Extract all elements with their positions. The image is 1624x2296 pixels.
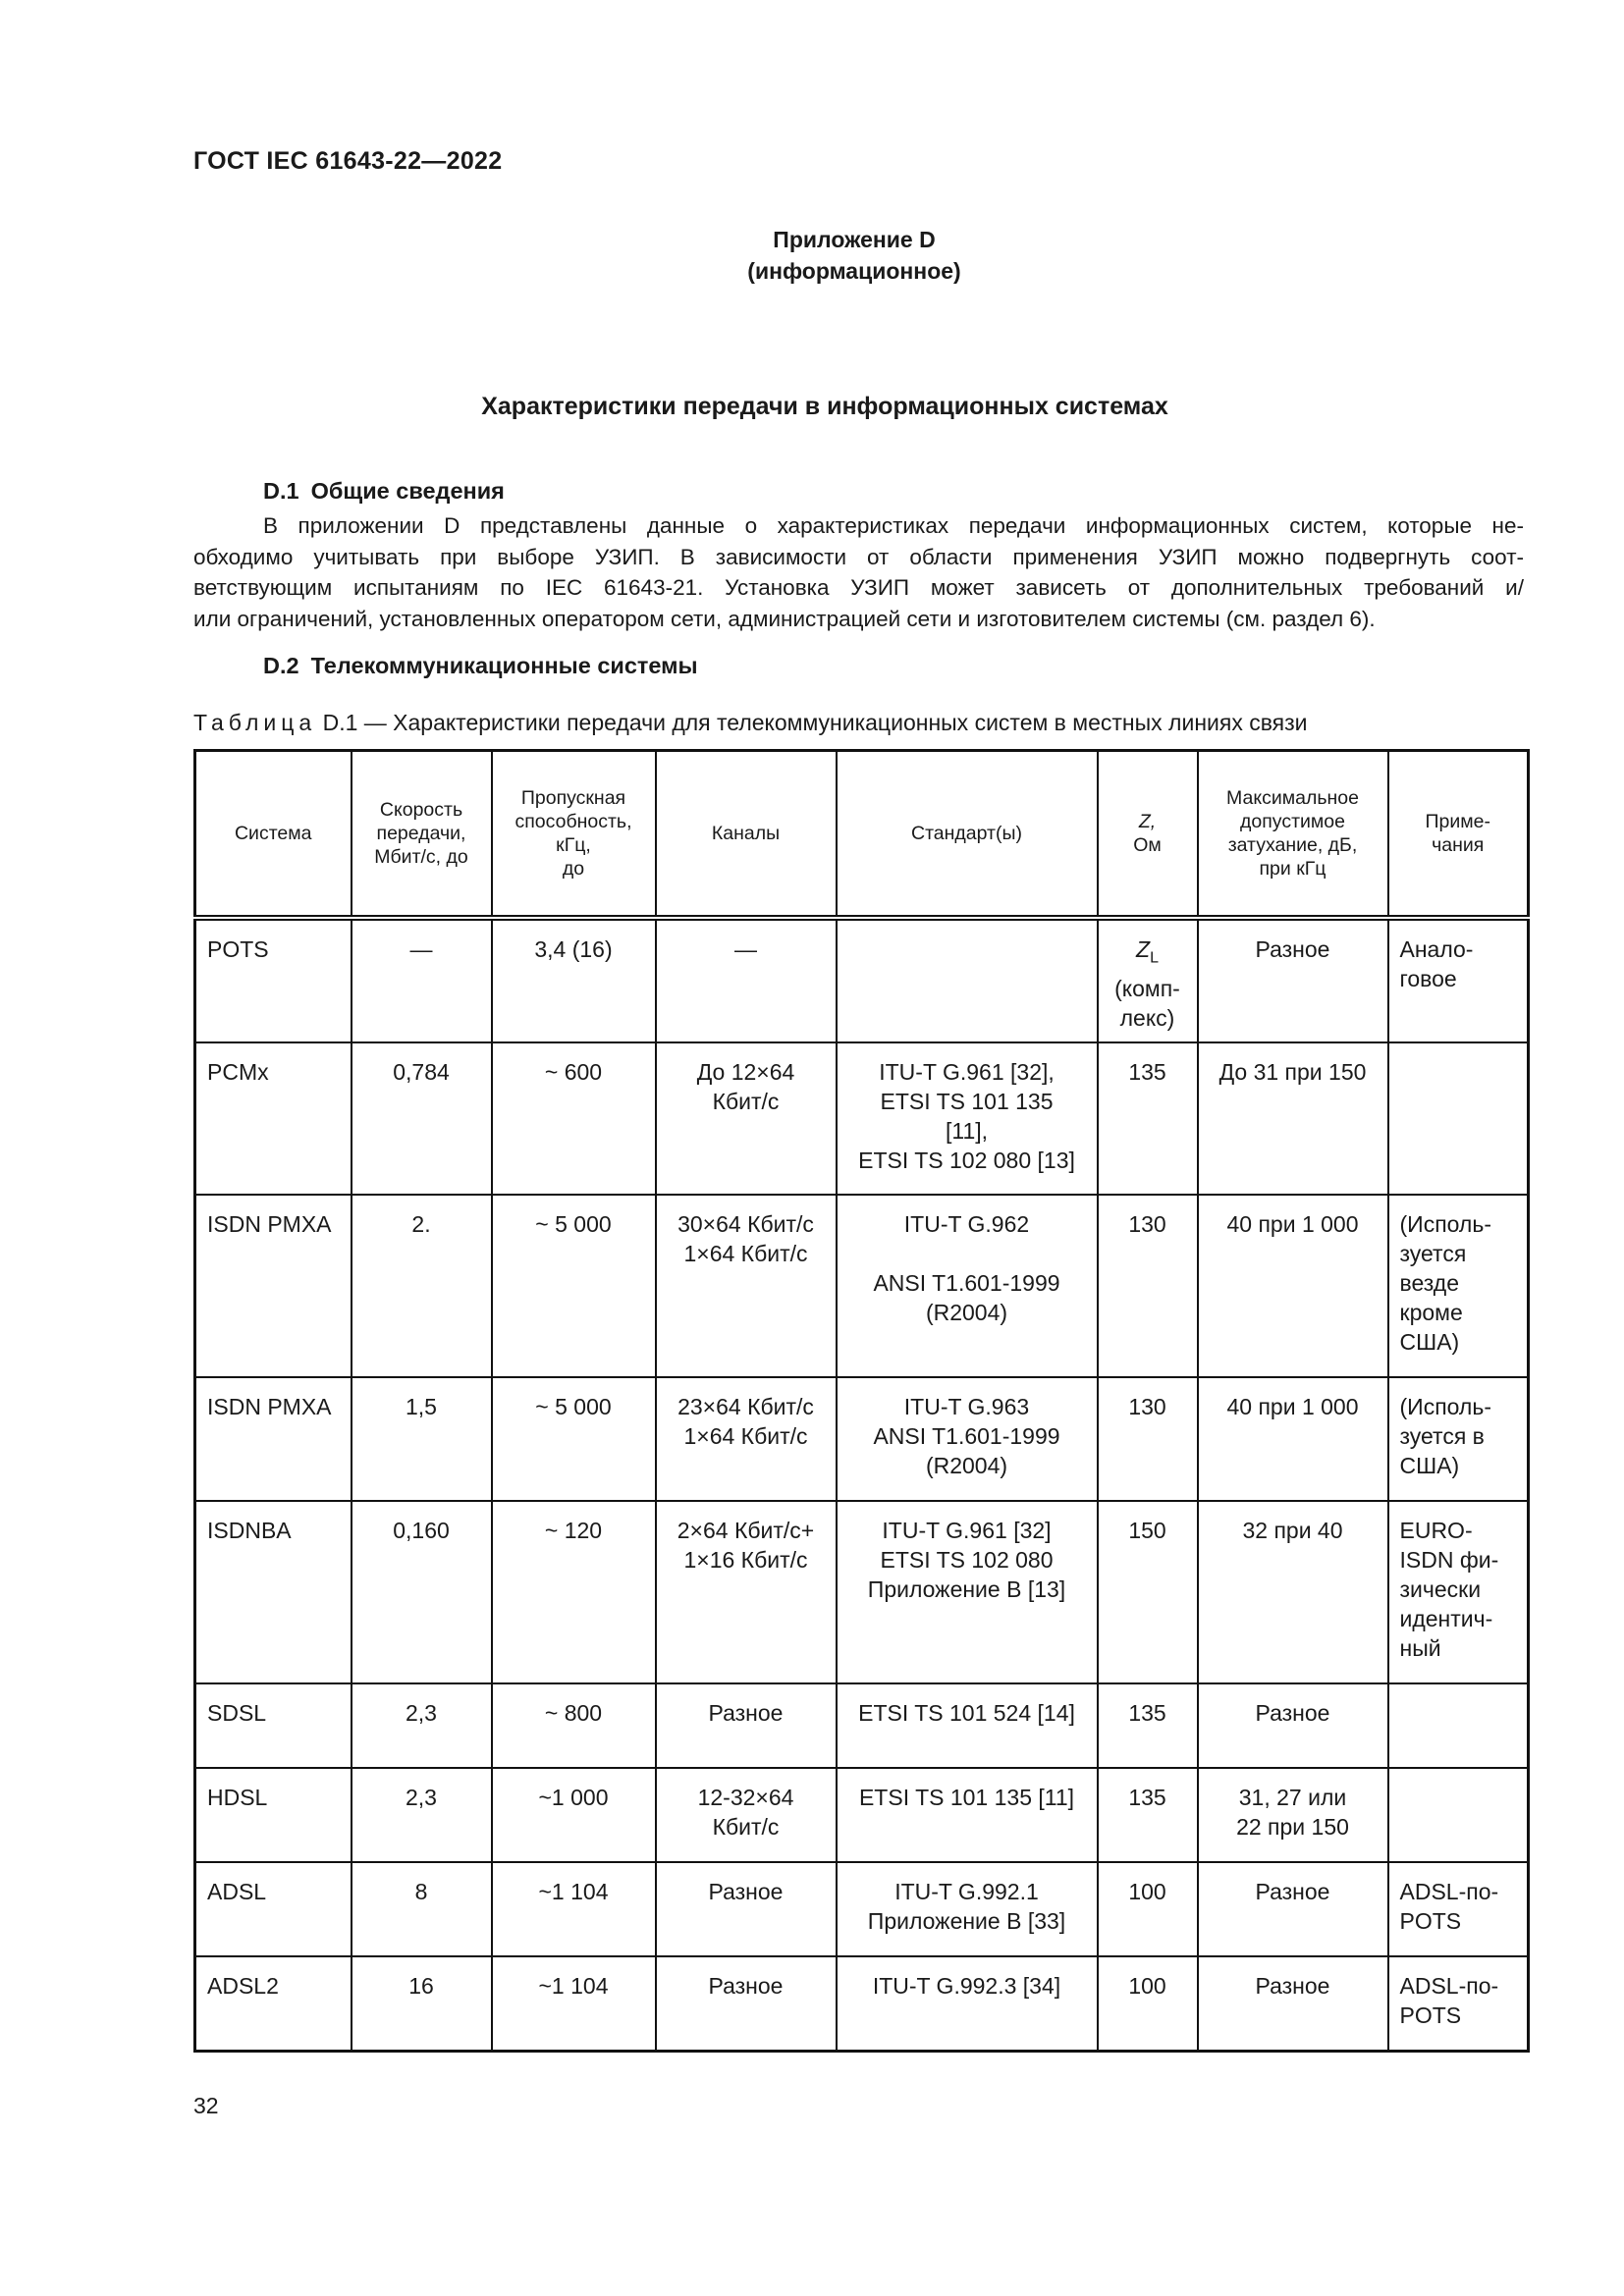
cell-channels: 2×64 Кбит/с+ 1×16 Кбит/с <box>656 1501 837 1683</box>
cell-notes: (Исполь- зуется в США) <box>1388 1377 1529 1501</box>
cell-channels: — <box>656 918 837 1042</box>
cell-notes: ADSL-по- POTS <box>1388 1862 1529 1956</box>
cell-impedance <box>1098 918 1198 1042</box>
cell-attenuation: До 31 при 150 <box>1198 1042 1388 1195</box>
cell-channels: До 12×64 Кбит/с <box>656 1042 837 1195</box>
cell-system: HDSL <box>195 1768 352 1862</box>
table-row <box>195 1683 1529 1768</box>
table-row <box>195 1042 1529 1195</box>
cell-impedance: 135 <box>1098 1683 1198 1768</box>
cell-channels: 30×64 Кбит/с 1×64 Кбит/с <box>656 1195 837 1377</box>
cell-system: ISDN PMXA <box>195 1195 352 1377</box>
cell-speed: 2,3 <box>352 1683 492 1768</box>
cell-notes <box>1388 1683 1529 1768</box>
cell-attenuation: 40 при 1 000 <box>1198 1377 1388 1501</box>
cell-attenuation: Разное <box>1198 1862 1388 1956</box>
cell-notes <box>1388 1042 1529 1195</box>
page-number: 32 <box>193 2093 219 2118</box>
cell-impedance: 135 <box>1098 1042 1198 1195</box>
section-d1-number: D.1 <box>263 478 299 504</box>
cell-speed: 1,5 <box>352 1377 492 1501</box>
cell-bandwidth: ~ 800 <box>492 1683 656 1768</box>
appendix-title: Приложение D <box>773 227 936 252</box>
cell-standards: ITU-T G.992.1 Приложение В [33] <box>837 1862 1098 1956</box>
cell-attenuation: Разное <box>1198 1683 1388 1768</box>
table-row <box>195 1956 1529 2051</box>
cell-impedance: 130 <box>1098 1377 1198 1501</box>
cell-standards: ITU-T G.963 ANSI T1.601-1999 (R2004) <box>837 1377 1098 1501</box>
cell-impedance: 150 <box>1098 1501 1198 1683</box>
document-id: ГОСТ IEC 61643-22—2022 <box>193 147 503 175</box>
cell-standards: ETSI TS 101 135 [11] <box>837 1768 1098 1862</box>
cell-standards: ETSI TS 101 524 [14] <box>837 1683 1098 1768</box>
header-notes: Приме- чания <box>1388 751 1529 919</box>
header-impedance-symbol: Z, <box>1138 811 1157 832</box>
cell-channels: 12-32×64 Кбит/с <box>656 1768 837 1862</box>
cell-bandwidth: ~1 104 <box>492 1956 656 2051</box>
header-speed: Скорость передачи, Мбит/с, до <box>352 751 492 919</box>
table-caption <box>193 710 1308 736</box>
cell-speed: 16 <box>352 1956 492 2051</box>
table-header-row <box>195 751 1529 919</box>
cell-notes: ADSL-по- POTS <box>1388 1956 1529 2051</box>
header-standards: Стандарт(ы) <box>837 751 1098 919</box>
cell-bandwidth: ~ 120 <box>492 1501 656 1683</box>
cell-channels: Разное <box>656 1956 837 2051</box>
table-row <box>195 1768 1529 1862</box>
cell-standards <box>837 918 1098 1042</box>
paragraph-line: ветствующим испытаниям по IEC 61643-21. Установка УЗИП может зависеть от дополнительных требований и/ <box>193 575 1524 600</box>
cell-impedance: 130 <box>1098 1195 1198 1377</box>
header-bandwidth: Пропускная способность, кГц, до <box>492 751 656 919</box>
appendix-heading <box>687 224 1021 287</box>
cell-impedance: 135 <box>1098 1768 1198 1862</box>
cell-system: ADSL2 <box>195 1956 352 2051</box>
cell-channels: Разное <box>656 1862 837 1956</box>
header-impedance-unit: Ом <box>1133 834 1162 856</box>
cell-standards: ITU-T G.992.3 [34] <box>837 1956 1098 2051</box>
paragraph-line: обходимо учитывать при выборе УЗИП. В зависимости от области применения УЗИП можно подвергнуть соот- <box>193 544 1524 569</box>
impedance-z: Z <box>1136 936 1151 962</box>
impedance-note: (комп- лекс) <box>1114 975 1180 1031</box>
table-row <box>195 1501 1529 1683</box>
cell-standards: ITU-T G.961 [32], ETSI TS 101 135 [11], ETSI TS 102 080 [13] <box>837 1042 1098 1195</box>
cell-channels: 23×64 Кбит/с 1×64 Кбит/с <box>656 1377 837 1501</box>
cell-bandwidth: 3,4 (16) <box>492 918 656 1042</box>
cell-speed: 0,784 <box>352 1042 492 1195</box>
table-caption-label: Таблица <box>193 710 317 735</box>
cell-notes <box>1388 1768 1529 1862</box>
cell-impedance: 100 <box>1098 1862 1198 1956</box>
header-system: Система <box>195 751 352 919</box>
cell-system: POTS <box>195 918 352 1042</box>
paragraph-line: или ограничений, установленных оператором сети, администрацией сети и изготовителем системы (см. раздел 6). <box>193 606 1376 631</box>
cell-system: ISDN PMXA <box>195 1377 352 1501</box>
cell-notes: EURO- ISDN фи- зически идентич- ный <box>1388 1501 1529 1683</box>
cell-notes: Анало- говое <box>1388 918 1529 1042</box>
cell-bandwidth: ~ 5 000 <box>492 1377 656 1501</box>
cell-speed: 8 <box>352 1862 492 1956</box>
cell-speed: 0,160 <box>352 1501 492 1683</box>
cell-attenuation: 31, 27 или 22 при 150 <box>1198 1768 1388 1862</box>
cell-speed: — <box>352 918 492 1042</box>
table-caption-text: D.1 — Характеристики передачи для телекоммуникационных систем в местных линиях связи <box>322 710 1308 735</box>
transmission-table <box>193 749 1530 2053</box>
cell-attenuation: Разное <box>1198 918 1388 1042</box>
cell-system: SDSL <box>195 1683 352 1768</box>
impedance-symbol <box>1099 934 1197 974</box>
impedance-subscript: L <box>1150 949 1159 967</box>
cell-attenuation: 32 при 40 <box>1198 1501 1388 1683</box>
cell-system: ISDNBA <box>195 1501 352 1683</box>
table-row <box>195 918 1529 1042</box>
cell-attenuation: Разное <box>1198 1956 1388 2051</box>
header-impedance <box>1098 751 1198 919</box>
paragraph-line: В приложении D представлены данные о характеристиках передачи информационных систем, которые не- <box>263 513 1524 538</box>
section-d2-number: D.2 <box>263 653 299 678</box>
appendix-subtitle: (информационное) <box>747 258 961 284</box>
cell-system: ADSL <box>195 1862 352 1956</box>
cell-channels: Разное <box>656 1683 837 1768</box>
cell-standards: ITU-T G.961 [32] ETSI TS 102 080 Приложение В [13] <box>837 1501 1098 1683</box>
cell-system: PCMx <box>195 1042 352 1195</box>
cell-standards: ITU-T G.962 ANSI T1.601-1999 (R2004) <box>837 1195 1098 1377</box>
section-d2-title: Телекоммуникационные системы <box>310 653 698 678</box>
section-d1-heading <box>263 478 505 505</box>
main-title: Характеристики передачи в информационных системах <box>481 393 1168 420</box>
cell-impedance: 100 <box>1098 1956 1198 2051</box>
cell-bandwidth: ~ 5 000 <box>492 1195 656 1377</box>
section-d2-heading <box>263 653 698 679</box>
cell-attenuation: 40 при 1 000 <box>1198 1195 1388 1377</box>
table-row <box>195 1377 1529 1501</box>
cell-speed: 2,3 <box>352 1768 492 1862</box>
table-row <box>195 1195 1529 1377</box>
cell-notes: (Исполь- зуется везде кроме США) <box>1388 1195 1529 1377</box>
section-d1-title: Общие сведения <box>310 478 505 504</box>
cell-bandwidth: ~1 000 <box>492 1768 656 1862</box>
table-row <box>195 1862 1529 1956</box>
cell-bandwidth: ~1 104 <box>492 1862 656 1956</box>
header-attenuation: Максимальное допустимое затухание, дБ, при кГц <box>1198 751 1388 919</box>
header-channels: Каналы <box>656 751 837 919</box>
section-d1-paragraph <box>193 510 1524 634</box>
cell-bandwidth: ~ 600 <box>492 1042 656 1195</box>
cell-speed: 2. <box>352 1195 492 1377</box>
